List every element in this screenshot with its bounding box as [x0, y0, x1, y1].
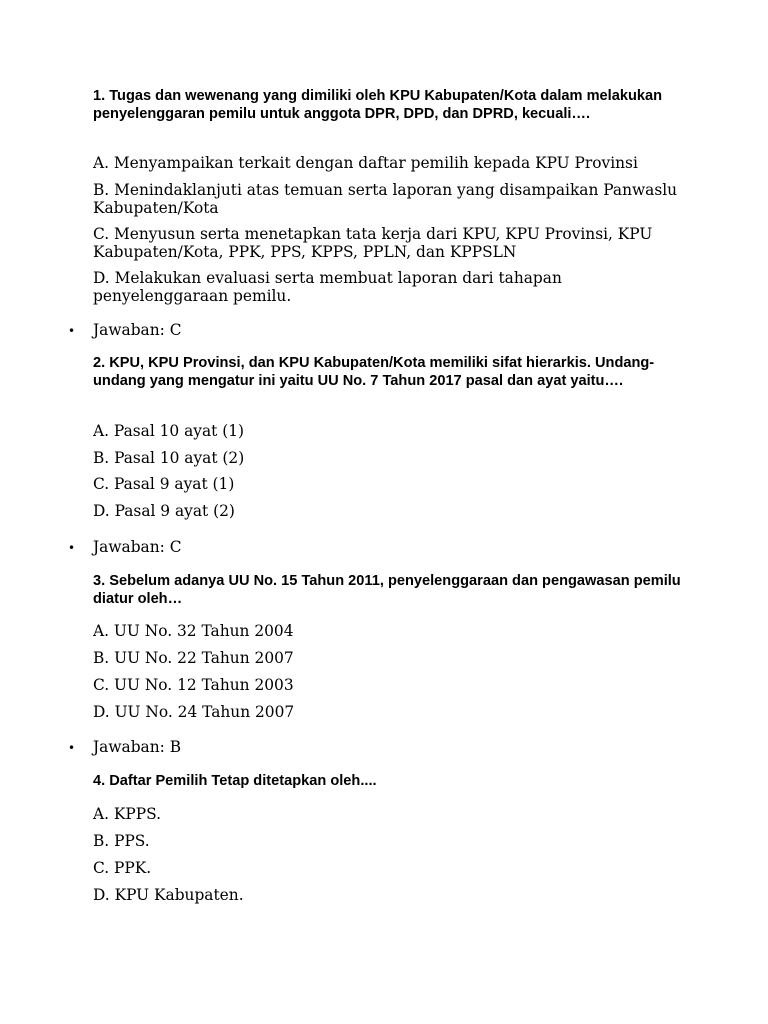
- q2-option-d: D. Pasal 9 ayat (2): [93, 502, 235, 520]
- q1-option-a: A. Menyampaikan terkait dengan daftar pemilih kepada KPU Provinsi: [93, 154, 638, 172]
- q1-option-d: D. Melakukan evaluasi serta membuat laporan dari tahapan penyelenggaraan pemilu.: [93, 269, 562, 305]
- q3-answer: [68, 738, 181, 757]
- q2-option-b: B. Pasal 10 ayat (2): [93, 449, 245, 467]
- question-1: 1. Tugas dan wewenang yang dimiliki oleh KPU Kabupaten/Kota dalam melakukan penyelenggaran pemilu untuk anggota DPR, DPD, dan DPRD, kecuali….: [93, 88, 663, 122]
- q3-answer-text: Jawaban: B: [93, 738, 182, 756]
- q3-option-b: B. UU No. 22 Tahun 2007: [93, 649, 294, 667]
- bullet-icon: •: [68, 741, 76, 755]
- q2-option-c: C. Pasal 9 ayat (1): [93, 475, 235, 493]
- q1-option-b: B. Menindaklanjuti atas temuan serta laporan yang disampaikan Panwaslu Kabupaten/Kota: [93, 181, 678, 217]
- q3-option-c: C. UU No. 12 Tahun 2003: [93, 676, 294, 694]
- q2-option-a: A. Pasal 10 ayat (1): [93, 422, 245, 440]
- q1-answer: [68, 321, 182, 340]
- q4-option-d: D. KPU Kabupaten.: [93, 886, 244, 904]
- bullet-icon: •: [68, 541, 76, 555]
- question-4: 4. Daftar Pemilih Tetap ditetapkan oleh....: [93, 773, 377, 789]
- q2-answer: [68, 538, 182, 557]
- q2-answer-text: Jawaban: C: [93, 538, 182, 556]
- q1-answer-text: Jawaban: C: [93, 321, 182, 339]
- q4-option-a: A. KPPS.: [93, 805, 161, 823]
- question-2: 2. KPU, KPU Provinsi, dan KPU Kabupaten/Kota memiliki sifat hierarkis. Undang-undang yang mengatur ini yaitu UU No. 7 Tahun 2017 pasal dan ayat yaitu….: [93, 355, 655, 389]
- q3-option-a: A. UU No. 32 Tahun 2004: [93, 622, 294, 640]
- question-3: 3. Sebelum adanya UU No. 15 Tahun 2011, penyelenggaraan dan pengawasan pemilu diatur oleh…: [93, 573, 681, 607]
- q1-option-c: C. Menyusun serta menetapkan tata kerja dari KPU, KPU Provinsi, KPU Kabupaten/Kota, PPK, PPS, KPPS, PPLN, dan KPPSLN: [93, 225, 653, 261]
- q3-option-d: D. UU No. 24 Tahun 2007: [93, 703, 295, 721]
- q4-option-c: C. PPK.: [93, 859, 152, 877]
- bullet-icon: •: [68, 324, 76, 338]
- q4-option-b: B. PPS.: [93, 832, 150, 850]
